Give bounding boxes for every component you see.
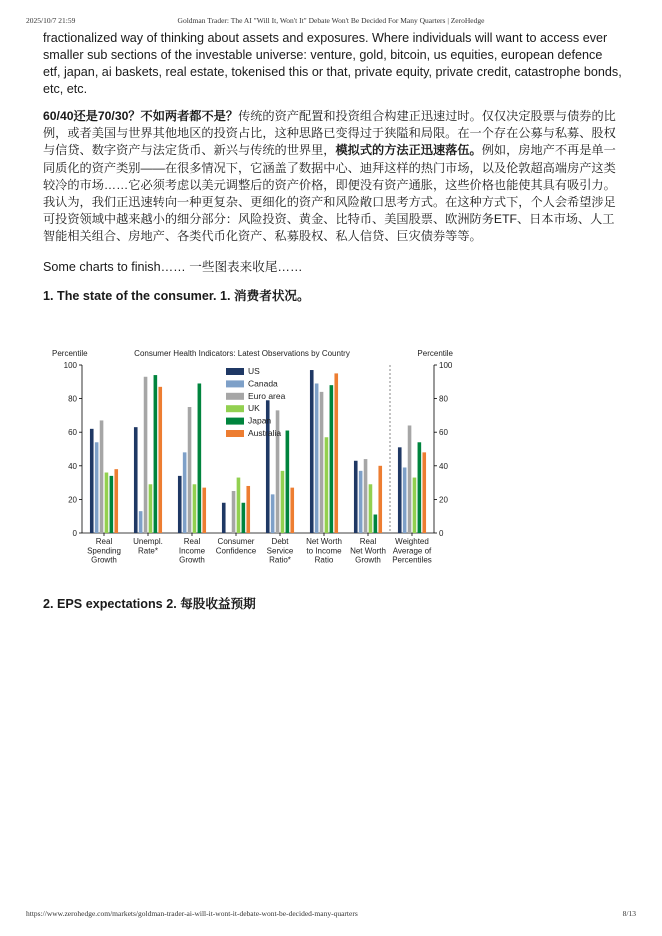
paragraph-chinese-bold: 模拟式的方法正迅速落伍。 bbox=[335, 143, 482, 158]
x-tick-label: Rate* bbox=[137, 546, 159, 556]
legend-label: Canada bbox=[248, 378, 278, 389]
bar-japan bbox=[110, 476, 114, 533]
consumer-health-chart-svg bbox=[46, 348, 466, 576]
bar-australia bbox=[378, 466, 382, 533]
y-tick-label-left: 20 bbox=[68, 495, 77, 505]
bar-us bbox=[310, 370, 314, 533]
paragraph-chinese-lead: 60/40还是70/30？不如两者都不是？ bbox=[43, 109, 239, 123]
x-tick-label: Weighted bbox=[395, 537, 429, 546]
paragraph-chinese-part2: 例如，房地产不再是单一同质化的资产类别——在很多情况下，它涵盖了数据中心、迪拜这样的热门市场，以及伦敦超高端房产这类较冷的市场……它必须考虑以美元调整后的资产价格，即便没有资产通胀，这些价格也能使其具有吸引力。我认为，我们正迅速转向一种更复杂、更细化的资产和风险敞口思考方式。在这种方式下，个人会希望涉足可投资领域中越来越小的细分部分：风险投资、黄金、比特币、美国股票、欧洲防务ETF、日本市场、人工智能相关组合、房地产、各类代币化资产、私募股权、私人信贷、巨灾债券等等。 bbox=[43, 143, 616, 244]
bar-japan bbox=[154, 375, 158, 533]
x-tick-label: Consumer bbox=[217, 537, 255, 546]
legend-swatch bbox=[226, 368, 244, 375]
y-tick-label-right: 40 bbox=[439, 461, 448, 471]
y-axis-label-right: Percentile bbox=[417, 349, 453, 358]
x-tick-label: to Income bbox=[306, 546, 342, 556]
x-tick-label: Real bbox=[359, 537, 377, 546]
x-tick-label: Growth bbox=[355, 555, 381, 565]
bar-canada bbox=[315, 383, 319, 533]
x-tick-label: Net Worth bbox=[306, 537, 342, 546]
x-tick-label: Unempl. bbox=[133, 537, 163, 546]
y-tick-label-right: 20 bbox=[439, 495, 448, 505]
bar-uk bbox=[193, 484, 197, 533]
bar-canada bbox=[95, 442, 99, 533]
bar-australia bbox=[202, 488, 206, 533]
bar-us bbox=[222, 503, 226, 533]
print-datetime: 2025/10/7 21:59 bbox=[26, 16, 76, 25]
bar-australia bbox=[158, 387, 162, 533]
x-tick-label: Growth bbox=[91, 555, 117, 565]
legend-swatch bbox=[226, 393, 244, 400]
paragraph-chinese-part1: 传统的资产配置和投资组合构建正迅速过时。仅仅决定股票与债券的比例，或者美国与世界其他地区的投资占比，这种思路已变得过于狭隘和局限。在一个存在公募与私募、股权与信贷、数字资产与法定货币、新兴与传统的世界里， bbox=[43, 109, 616, 158]
x-tick-label: Confidence bbox=[215, 546, 257, 556]
legend-swatch bbox=[226, 405, 244, 412]
bar-japan bbox=[286, 431, 290, 533]
bar-us bbox=[398, 447, 402, 533]
bar-uk bbox=[105, 473, 109, 533]
x-tick-label: Debt bbox=[271, 537, 289, 546]
bar-uk bbox=[237, 478, 241, 533]
bar-australia bbox=[334, 373, 338, 533]
consumer-health-chart bbox=[46, 348, 466, 576]
print-url: https://www.zerohedge.com/markets/goldman-trader-ai-will-it-wont-it-debate-wont-be-decided-many-quarters bbox=[26, 909, 358, 918]
y-axis-label-left: Percentile bbox=[52, 349, 88, 358]
bar-us bbox=[90, 429, 94, 533]
y-tick-label-right: 0 bbox=[439, 529, 444, 538]
heading-eps-expectations: 2. EPS expectations 2. 每股收益预期 bbox=[43, 597, 256, 611]
legend-swatch bbox=[226, 430, 244, 437]
y-tick-label-left: 80 bbox=[68, 394, 77, 404]
bar-euro-area bbox=[232, 491, 236, 533]
bar-euro-area bbox=[364, 459, 368, 533]
bar-canada bbox=[139, 511, 143, 533]
bar-australia bbox=[290, 488, 294, 533]
legend-label: Euro area bbox=[248, 390, 286, 401]
y-tick-label-right: 100 bbox=[439, 361, 453, 370]
bar-uk bbox=[369, 484, 373, 533]
bar-japan bbox=[330, 385, 334, 533]
x-tick-label: Real bbox=[183, 537, 201, 546]
x-tick-label: Percentiles bbox=[392, 555, 432, 565]
bar-uk bbox=[413, 478, 417, 533]
x-tick-label: Growth bbox=[179, 555, 205, 565]
legend-label: UK bbox=[248, 403, 260, 414]
bar-euro-area bbox=[320, 392, 324, 533]
bar-canada bbox=[183, 452, 187, 533]
bar-euro-area bbox=[188, 407, 192, 533]
y-tick-label-right: 60 bbox=[439, 428, 448, 438]
x-tick-label: Average of bbox=[392, 546, 432, 556]
bar-canada bbox=[359, 471, 363, 533]
bar-japan bbox=[198, 383, 202, 533]
print-page-title: Goldman Trader: The AI "Will It, Won't It" Debate Won't Be Decided For Many Quarters | ZeroHedge bbox=[177, 16, 485, 25]
bar-uk bbox=[281, 471, 285, 533]
bar-euro-area bbox=[408, 425, 412, 533]
bar-japan bbox=[418, 442, 422, 533]
bar-australia bbox=[246, 486, 250, 533]
legend-label: Japan bbox=[248, 415, 272, 426]
x-tick-label: Service bbox=[266, 546, 294, 556]
bar-canada bbox=[271, 494, 275, 533]
legend-label: Australia bbox=[248, 428, 282, 438]
charts-intro: Some charts to finish…… 一些图表来收尾…… bbox=[43, 259, 303, 274]
x-tick-label: Ratio* bbox=[269, 555, 291, 565]
y-tick-label-left: 40 bbox=[68, 461, 77, 471]
bar-australia bbox=[422, 452, 426, 533]
bar-uk bbox=[325, 437, 329, 533]
legend-label: US bbox=[248, 366, 260, 376]
y-tick-label-left: 60 bbox=[68, 428, 77, 438]
bar-uk bbox=[149, 484, 153, 533]
heading-consumer-state: 1. The state of the consumer. 1. 消费者状况。 bbox=[43, 288, 310, 303]
paragraph-chinese bbox=[43, 108, 623, 246]
paragraph-english: fractionalized way of thinking about assets and exposures. Where individuals will want to access ever smaller sub sections of the investable universe: venture, gold, bitcoin, us equities, european defence etf, japan, ai baskets, real estate, tokenised this or that, private equity, private credit, catastrophe bonds, etc, etc. bbox=[43, 31, 622, 96]
legend-swatch bbox=[226, 380, 244, 387]
x-tick-label: Income bbox=[178, 546, 206, 556]
bar-japan bbox=[242, 503, 246, 533]
y-tick-label-left: 100 bbox=[63, 361, 77, 370]
print-page-number: 8/13 bbox=[622, 909, 636, 918]
bar-us bbox=[134, 427, 138, 533]
x-tick-label: Net Worth bbox=[350, 546, 386, 556]
bar-euro-area bbox=[144, 377, 148, 533]
x-tick-label: Spending bbox=[87, 546, 121, 556]
bar-us bbox=[354, 461, 358, 533]
legend-swatch bbox=[226, 418, 244, 425]
article-body bbox=[43, 30, 623, 611]
bar-canada bbox=[403, 467, 407, 533]
y-tick-label-left: 0 bbox=[72, 529, 77, 538]
bar-us bbox=[178, 476, 182, 533]
bar-australia bbox=[114, 469, 118, 533]
bar-euro-area bbox=[100, 420, 104, 533]
y-tick-label-right: 80 bbox=[439, 394, 448, 404]
x-tick-label: Ratio bbox=[314, 555, 334, 565]
bar-japan bbox=[374, 515, 378, 533]
chart-title: Consumer Health Indicators: Latest Observations by Country bbox=[134, 349, 350, 358]
x-tick-label: Real bbox=[95, 537, 113, 546]
